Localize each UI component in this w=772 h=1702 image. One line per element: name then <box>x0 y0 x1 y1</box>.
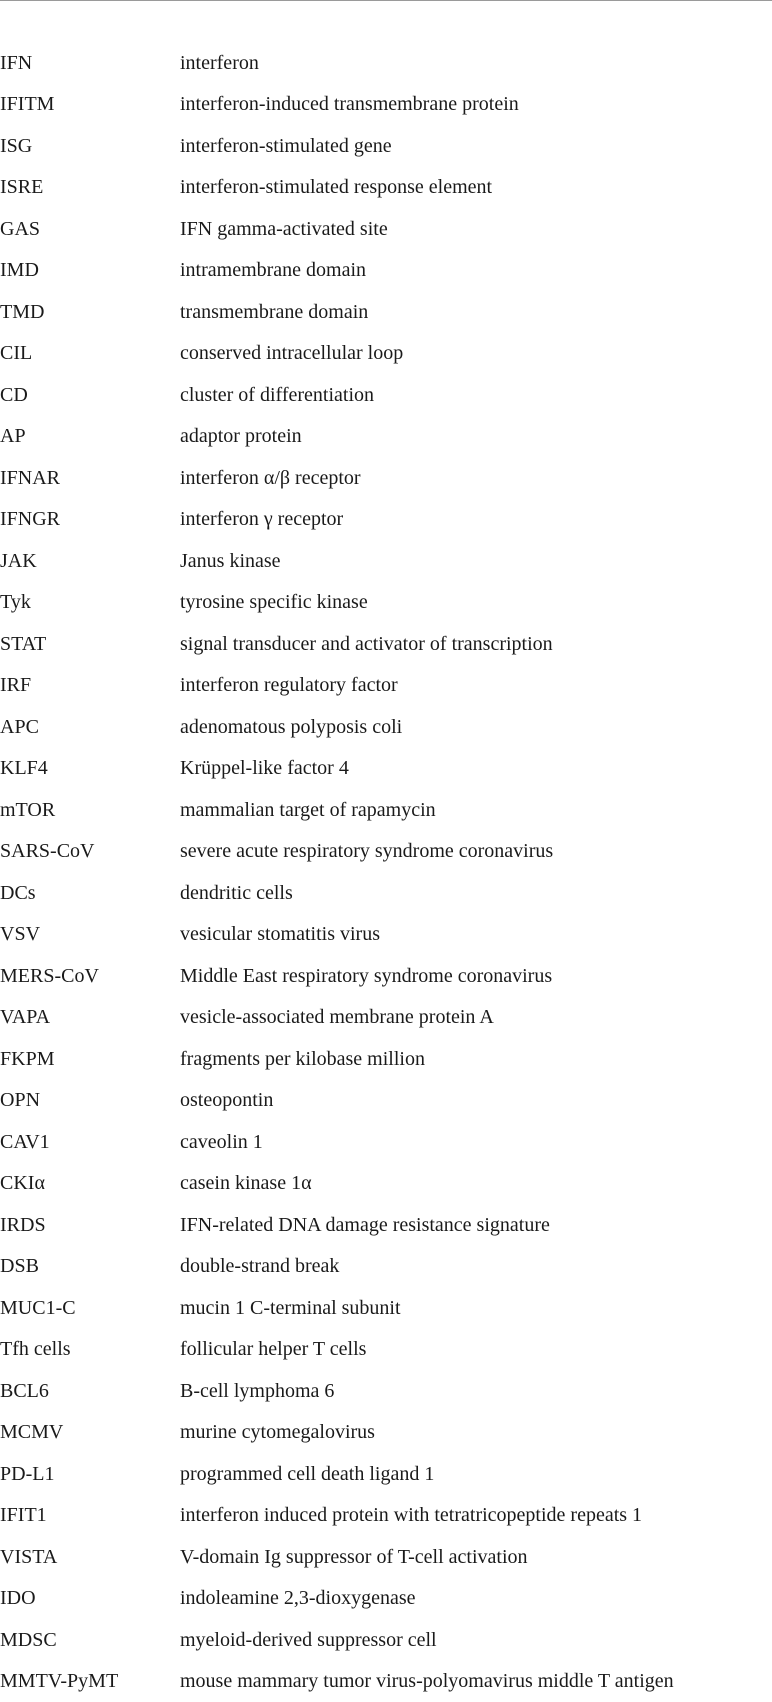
abbreviation-definition: mucin 1 C-terminal subunit <box>180 1287 772 1329</box>
abbreviation-term: IMD <box>0 250 180 292</box>
abbreviation-term: IFITM <box>0 84 180 126</box>
abbreviation-definition: double-strand break <box>180 1246 772 1288</box>
abbreviation-definition: mouse mammary tumor virus-polyomavirus middle T antigen <box>180 1661 772 1702</box>
abbreviation-row <box>0 789 772 831</box>
abbreviation-term: PD-L1 <box>0 1453 180 1495</box>
abbreviation-term: MCMV <box>0 1412 180 1454</box>
abbreviation-definition: murine cytomegalovirus <box>180 1412 772 1454</box>
abbreviation-definition: IFN-related DNA damage resistance signature <box>180 1204 772 1246</box>
abbreviation-row <box>0 1370 772 1412</box>
abbreviation-definition: programmed cell death ligand 1 <box>180 1453 772 1495</box>
abbreviation-definition: osteopontin <box>180 1080 772 1122</box>
abbreviation-definition: IFN gamma-activated site <box>180 208 772 250</box>
abbreviation-term: KLF4 <box>0 748 180 790</box>
abbreviation-definition: fragments per kilobase million <box>180 1038 772 1080</box>
abbreviation-definition: conserved intracellular loop <box>180 333 772 375</box>
abbreviation-row <box>0 1204 772 1246</box>
abbreviation-term: VSV <box>0 914 180 956</box>
abbreviation-term: APC <box>0 706 180 748</box>
abbreviation-term: IRF <box>0 665 180 707</box>
abbreviation-definition: interferon regulatory factor <box>180 665 772 707</box>
abbreviation-row <box>0 1080 772 1122</box>
abbreviations-table-body <box>0 42 772 1702</box>
abbreviation-row <box>0 1246 772 1288</box>
abbreviation-row <box>0 540 772 582</box>
abbreviation-definition: tyrosine specific kinase <box>180 582 772 624</box>
abbreviation-definition: myeloid-derived suppressor cell <box>180 1619 772 1661</box>
abbreviation-definition: vesicle-associated membrane protein A <box>180 997 772 1039</box>
abbreviation-row <box>0 872 772 914</box>
abbreviation-term: MMTV-PyMT <box>0 1661 180 1702</box>
abbreviation-definition: interferon α/β receptor <box>180 457 772 499</box>
abbreviations-table <box>0 42 772 1702</box>
abbreviation-term: VAPA <box>0 997 180 1039</box>
abbreviation-definition: interferon <box>180 42 772 84</box>
abbreviation-row <box>0 748 772 790</box>
abbreviation-term: CIL <box>0 333 180 375</box>
abbreviation-definition: interferon-stimulated gene <box>180 125 772 167</box>
abbreviation-row <box>0 457 772 499</box>
abbreviation-term: IFIT1 <box>0 1495 180 1537</box>
abbreviation-row <box>0 1412 772 1454</box>
abbreviation-term: CAV1 <box>0 1121 180 1163</box>
abbreviation-row <box>0 291 772 333</box>
abbreviation-row <box>0 1163 772 1205</box>
abbreviation-term: IRDS <box>0 1204 180 1246</box>
abbreviation-definition: cluster of differentiation <box>180 374 772 416</box>
abbreviation-row <box>0 1329 772 1371</box>
abbreviation-row <box>0 1495 772 1537</box>
abbreviation-term: DCs <box>0 872 180 914</box>
abbreviation-definition: follicular helper T cells <box>180 1329 772 1371</box>
abbreviation-definition: B-cell lymphoma 6 <box>180 1370 772 1412</box>
abbreviation-row <box>0 1287 772 1329</box>
abbreviation-definition: interferon-stimulated response element <box>180 167 772 209</box>
abbreviation-definition: vesicular stomatitis virus <box>180 914 772 956</box>
abbreviation-term: FKPM <box>0 1038 180 1080</box>
abbreviation-term: MDSC <box>0 1619 180 1661</box>
abbreviation-row <box>0 250 772 292</box>
top-rule <box>0 0 772 1</box>
abbreviation-row <box>0 416 772 458</box>
abbreviation-row <box>0 997 772 1039</box>
abbreviation-row <box>0 208 772 250</box>
abbreviation-definition: V-domain Ig suppressor of T-cell activation <box>180 1536 772 1578</box>
abbreviation-term: CKIα <box>0 1163 180 1205</box>
abbreviation-definition: casein kinase 1α <box>180 1163 772 1205</box>
abbreviation-definition: signal transducer and activator of transcription <box>180 623 772 665</box>
abbreviation-definition: intramembrane domain <box>180 250 772 292</box>
abbreviation-term: ISRE <box>0 167 180 209</box>
abbreviation-term: CD <box>0 374 180 416</box>
abbreviation-term: IFNAR <box>0 457 180 499</box>
abbreviation-definition: adenomatous polyposis coli <box>180 706 772 748</box>
abbreviation-definition: dendritic cells <box>180 872 772 914</box>
abbreviation-definition: interferon-induced transmembrane protein <box>180 84 772 126</box>
abbreviation-term: OPN <box>0 1080 180 1122</box>
abbreviation-term: DSB <box>0 1246 180 1288</box>
abbreviation-term: BCL6 <box>0 1370 180 1412</box>
abbreviation-term: Tyk <box>0 582 180 624</box>
abbreviation-term: VISTA <box>0 1536 180 1578</box>
abbreviation-row <box>0 665 772 707</box>
abbreviation-definition: caveolin 1 <box>180 1121 772 1163</box>
abbreviation-definition: interferon induced protein with tetratricopeptide repeats 1 <box>180 1495 772 1537</box>
abbreviation-term: MERS-CoV <box>0 955 180 997</box>
abbreviation-term: JAK <box>0 540 180 582</box>
abbreviation-definition: adaptor protein <box>180 416 772 458</box>
abbreviation-definition: transmembrane domain <box>180 291 772 333</box>
abbreviation-term: mTOR <box>0 789 180 831</box>
abbreviation-row <box>0 955 772 997</box>
abbreviation-row <box>0 42 772 84</box>
abbreviation-row <box>0 333 772 375</box>
abbreviation-definition: Janus kinase <box>180 540 772 582</box>
abbreviation-row <box>0 582 772 624</box>
abbreviation-row <box>0 167 772 209</box>
abbreviation-term: TMD <box>0 291 180 333</box>
abbreviation-term: ISG <box>0 125 180 167</box>
abbreviation-definition: interferon γ receptor <box>180 499 772 541</box>
abbreviation-row <box>0 706 772 748</box>
abbreviation-definition: severe acute respiratory syndrome coronavirus <box>180 831 772 873</box>
abbreviation-term: AP <box>0 416 180 458</box>
abbreviation-definition: indoleamine 2,3-dioxygenase <box>180 1578 772 1620</box>
abbreviation-row <box>0 1536 772 1578</box>
abbreviation-row <box>0 831 772 873</box>
abbreviation-definition: mammalian target of rapamycin <box>180 789 772 831</box>
abbreviation-row <box>0 1661 772 1702</box>
abbreviation-row <box>0 84 772 126</box>
abbreviation-row <box>0 1578 772 1620</box>
abbreviation-row <box>0 623 772 665</box>
abbreviation-term: STAT <box>0 623 180 665</box>
abbreviation-row <box>0 125 772 167</box>
abbreviation-row <box>0 1038 772 1080</box>
abbreviation-row <box>0 1619 772 1661</box>
abbreviation-term: IFN <box>0 42 180 84</box>
abbreviation-term: IFNGR <box>0 499 180 541</box>
abbreviation-term: IDO <box>0 1578 180 1620</box>
abbreviation-term: GAS <box>0 208 180 250</box>
abbreviation-row <box>0 499 772 541</box>
abbreviation-row <box>0 914 772 956</box>
abbreviation-row <box>0 1453 772 1495</box>
abbreviation-term: SARS-CoV <box>0 831 180 873</box>
abbreviation-definition: Krüppel-like factor 4 <box>180 748 772 790</box>
abbreviation-term: MUC1-C <box>0 1287 180 1329</box>
abbreviation-definition: Middle East respiratory syndrome coronavirus <box>180 955 772 997</box>
abbreviation-term: Tfh cells <box>0 1329 180 1371</box>
abbreviation-row <box>0 374 772 416</box>
abbreviation-row <box>0 1121 772 1163</box>
